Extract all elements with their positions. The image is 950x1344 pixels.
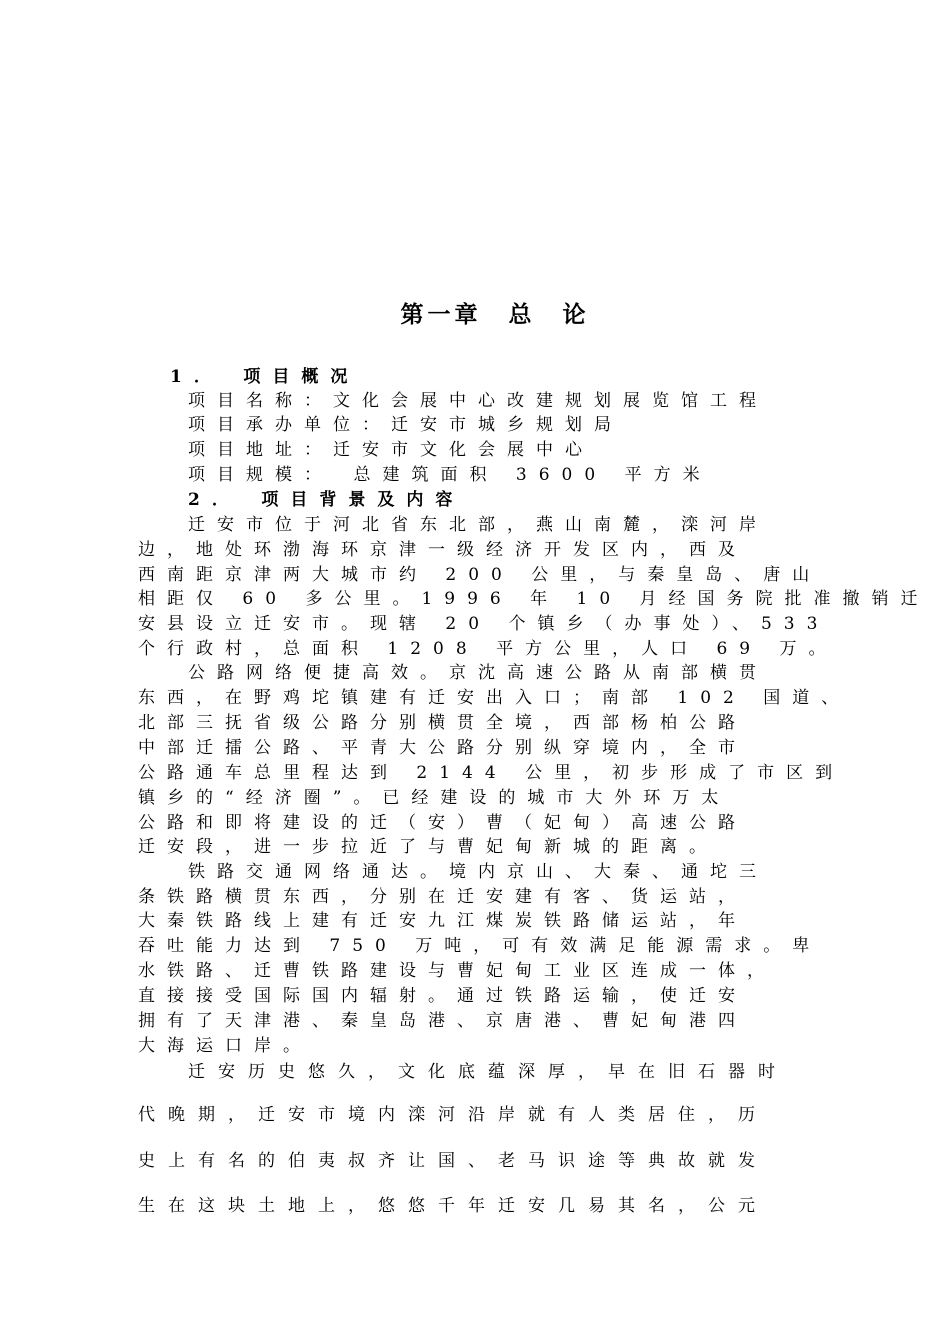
paragraph-line: 大秦铁路线上建有迁安九江煤炭铁路储运站，年 xyxy=(138,911,747,931)
paragraph-line: 公路网络便捷高效。京沈高速公路从南部横贯 xyxy=(188,663,768,683)
paragraph-line: 大海运口岸。 xyxy=(138,1036,312,1056)
project-address-line: 项目地址：迁安市文化会展中心 xyxy=(188,440,594,460)
paragraph-line: 代晚期，迁安市境内滦河沿岸就有人类居住，历 xyxy=(138,1105,768,1125)
paragraph-line: 公路和即将建设的迁（安）曹（妃甸）高速公路 xyxy=(138,813,747,833)
paragraph-line: 迁安段，进一步拉近了与曹妃甸新城的距离。 xyxy=(138,837,718,857)
paragraph-line: 安县设立迁安市。现辖 20 个镇乡（办事处）、533 xyxy=(138,614,830,634)
paragraph-line: 拥有了天津港、秦皇岛港、京唐港、曹妃甸港四 xyxy=(138,1011,747,1031)
paragraph-line: 条铁路横贯东西，分别在迁安建有客、货运站， xyxy=(138,887,747,907)
paragraph-line: 边，地处环渤海环京津一级经济开发区内，西及 xyxy=(138,540,747,560)
paragraph-line: 铁路交通网络通达。境内京山、大秦、通坨三 xyxy=(188,862,768,882)
paragraph-line: 西南距京津两大城市约 200 公里，与秦皇岛、唐山 xyxy=(138,565,822,585)
paragraph-line: 北部三抚省级公路分别横贯全境，西部杨柏公路 xyxy=(138,713,747,733)
paragraph-line: 相距仅 60 多公里。1996 年 10 月经国务院批准撤销迁 xyxy=(138,589,930,609)
project-organizer-line: 项目承办单位：迁安市城乡规划局 xyxy=(188,415,623,435)
project-scale-line: 项目规模： 总建筑面积 3600 平方米 xyxy=(188,465,712,485)
paragraph-line: 吞吐能力达到 750 万吨，可有效满足能源需求。卑 xyxy=(138,936,822,956)
paragraph-line: 水铁路、迁曹铁路建设与曹妃甸工业区连成一体， xyxy=(138,961,776,981)
paragraph-line: 迁安市位于河北省东北部，燕山南麓，滦河岸 xyxy=(188,515,768,535)
paragraph-line: 迁安历史悠久，文化底蕴深厚，早在旧石器时 xyxy=(188,1062,788,1082)
paragraph-line: 个行政村，总面积 1208 平方公里，人口 69 万。 xyxy=(138,639,838,659)
paragraph-line: 直接接受国际国内辐射。通过铁路运输，使迁安 xyxy=(138,986,747,1006)
paragraph-line: 镇乡的“经济圈”。已经建设的城市大外环万太 xyxy=(138,788,731,808)
paragraph-line: 史上有名的伯夷叔齐让国、老马识途等典故就发 xyxy=(138,1151,768,1171)
section-heading-1: 1． 项目概况 xyxy=(170,367,360,387)
paragraph-line: 公路通车总里程达到 2144 公里，初步形成了市区到 xyxy=(138,763,845,783)
paragraph-line: 东西，在野鸡坨镇建有迁安出入口；南部 102 国道、 xyxy=(138,688,851,708)
project-name-line: 项目名称：文化会展中心改建规划展览馆工程 xyxy=(188,391,768,411)
chapter-title: 第一章 总 论 xyxy=(400,301,590,328)
paragraph-line: 中部迁擂公路、平青大公路分别纵穿境内，全市 xyxy=(138,738,747,758)
section-heading-2: 2． 项目背景及内容 xyxy=(188,490,465,510)
paragraph-line: 生在这块土地上，悠悠千年迁安几易其名，公元 xyxy=(138,1196,768,1216)
